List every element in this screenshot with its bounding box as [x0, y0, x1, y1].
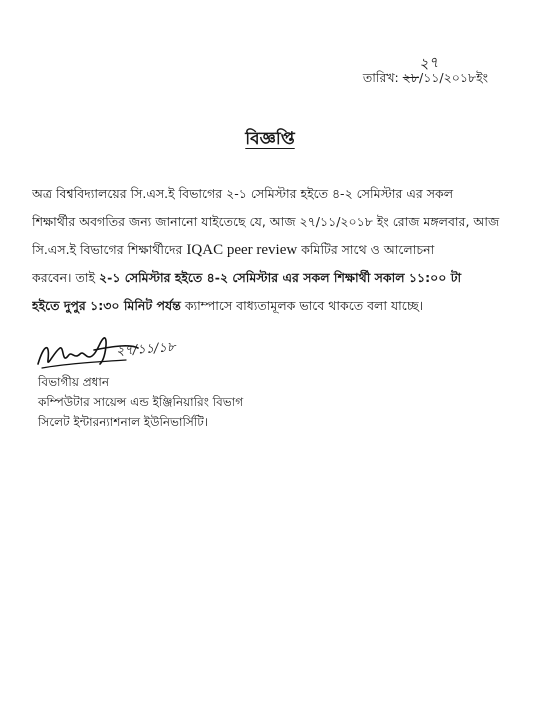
body-line-3-post: কমিটির সাথে ও আলোচনা	[297, 242, 435, 257]
notice-title	[0, 126, 540, 154]
date-label: তারিখ:	[362, 70, 399, 85]
committee-name: IQAC peer review	[186, 242, 298, 258]
body-line-4	[32, 264, 512, 292]
signatory-university: সিলেট ইন্টারন্যাশনাল ইউনিভার্সিটি।	[38, 415, 209, 429]
signatory-block	[38, 372, 243, 432]
notice-title-text: বিজ্ঞপ্তি	[245, 129, 295, 149]
signatory-department: কম্পিউটার সায়েন্স এন্ড ইঞ্জিনিয়ারিং বিভাগ	[38, 395, 244, 409]
body-line-2: শিক্ষার্থীর অবগতির জন্য জানানো যাইতেছে যে, আজ ২৭/১১/২০১৮ ইং রোজ মঙ্গলবার, আজ	[32, 214, 500, 229]
body-line-4-pre: করবেন। তাই	[32, 270, 99, 285]
date-rest: /১১/২০১৮ইং	[418, 70, 488, 85]
notice-body	[32, 180, 512, 320]
body-line-5	[32, 292, 512, 320]
body-line-5-post: ক্যাম্পাসে বাধ্যতামূলক ভাবে থাকতে বলা যাচ্ছে।	[180, 298, 424, 313]
body-line-3	[32, 236, 512, 264]
body-line-1: অত্র বিশ্ববিদ্যালয়ের সি.এস.ই বিভাগের ২-১ সেমিস্টার হইতে ৪-২ সেমিস্টার এর সকল	[32, 186, 454, 201]
date-line	[362, 53, 488, 90]
signature-date: ২৭/১১/১৮	[115, 339, 176, 360]
date-handwritten-correction: ২৭	[417, 53, 440, 73]
body-line-3-pre: সি.এস.ই বিভাগের শিক্ষার্থীদের	[32, 242, 187, 257]
body-line-4-bold: ২-১ সেমিস্টার হইতে ৪-২ সেমিস্টার এর সকল শিক্ষার্থী সকাল ১১:০০ টা	[99, 270, 462, 285]
signatory-designation: বিভাগীয় প্রধান	[38, 375, 110, 389]
body-line-5-bold: হইতে দুপুর ১:৩০ মিনিট পর্যন্ত	[32, 298, 181, 313]
date-struck-day: ২৮	[402, 70, 419, 85]
